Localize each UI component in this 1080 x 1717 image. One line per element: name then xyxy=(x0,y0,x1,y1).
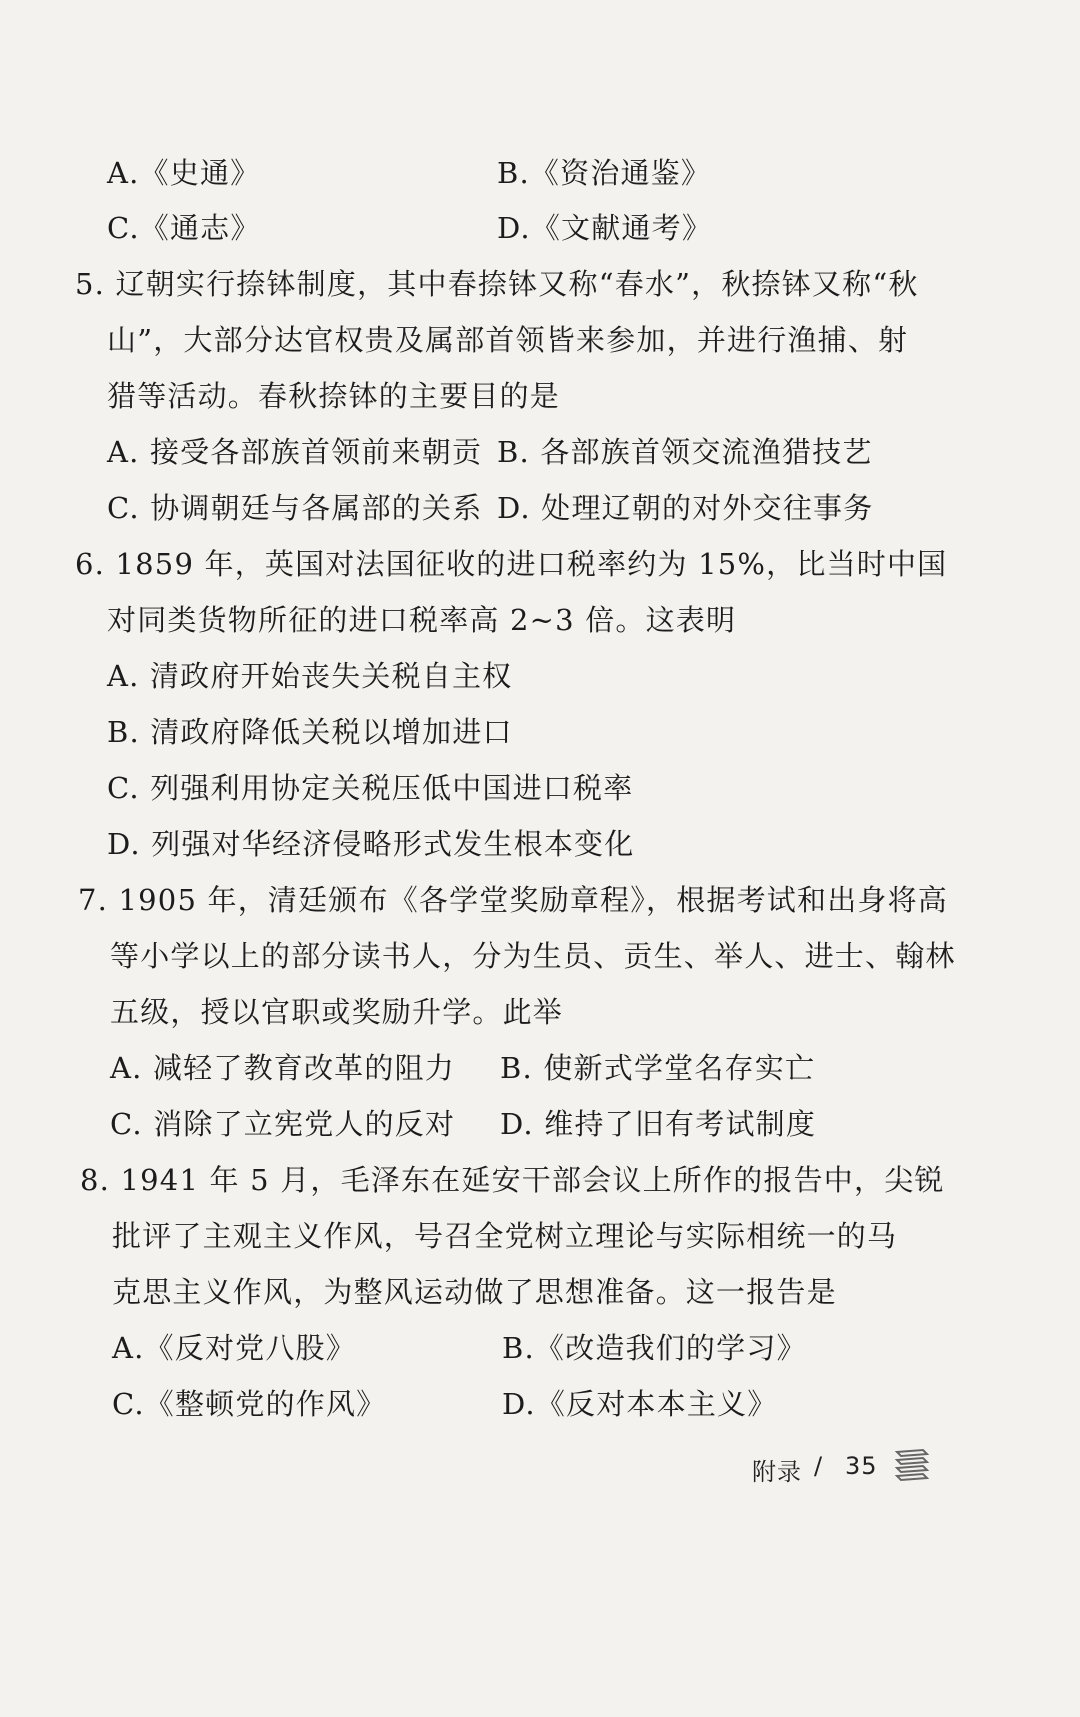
q6-option-c: C. 列强利用协定关税压低中国进口税率 xyxy=(107,771,634,805)
q5-stem-line-2: 山”，大部分达官权贵及属部首领皆来参加，并进行渔捕、射 xyxy=(107,323,909,357)
q5-stem-line-1: 5. 辽朝实行捺钵制度，其中春捺钵又称“春水”，秋捺钵又称“秋 xyxy=(75,267,919,301)
q6-option-b: B. 清政府降低关税以增加进口 xyxy=(107,715,513,749)
q6-option-a: A. 清政府开始丧失关税自主权 xyxy=(107,659,513,693)
footer-section-label: 附录 xyxy=(752,1458,802,1486)
q5-option-a: A. 接受各部族首领前来朝贡 xyxy=(107,435,483,469)
q6-stem-line-1: 6. 1859 年，英国对法国征收的进口税率约为 15%，比当时中国 xyxy=(75,547,948,581)
q5-option-d: D. 处理辽朝的对外交往事务 xyxy=(497,491,874,525)
footer-separator: / xyxy=(814,1452,824,1480)
q8-option-b: B.《改造我们的学习》 xyxy=(502,1331,807,1365)
q8-stem-line-2: 批评了主观主义作风，号召全党树立理论与实际相统一的马 xyxy=(112,1219,898,1253)
q8-option-c: C.《整顿党的作风》 xyxy=(112,1387,387,1421)
q4-option-c: C.《通志》 xyxy=(107,211,261,245)
q6-stem-line-2: 对同类货物所征的进口税率高 2~3 倍。这表明 xyxy=(107,603,737,637)
q8-option-d: D.《反对本本主义》 xyxy=(502,1387,778,1421)
q7-option-c: C. 消除了立宪党人的反对 xyxy=(110,1107,456,1141)
q4-option-a: A.《史通》 xyxy=(107,156,261,190)
q5-stem-line-3: 猎等活动。春秋捺钵的主要目的是 xyxy=(107,379,561,413)
q8-stem-line-1: 8. 1941 年 5 月，毛泽东在延安干部会议上所作的报告中，尖锐 xyxy=(80,1163,945,1197)
q7-stem-line-3: 五级，授以官职或奖励升学。此举 xyxy=(110,995,564,1029)
q7-stem-line-2: 等小学以上的部分读书人，分为生员、贡生、举人、进士、翰林 xyxy=(110,939,956,973)
q6-option-d: D. 列强对华经济侵略形式发生根本变化 xyxy=(107,827,635,861)
q7-stem-line-1: 7. 1905 年，清廷颁布《各学堂奖励章程》，根据考试和出身将高 xyxy=(78,883,949,917)
q5-option-c: C. 协调朝廷与各属部的关系 xyxy=(107,491,483,525)
q5-option-b: B. 各部族首领交流渔猎技艺 xyxy=(497,435,873,469)
q8-stem-line-3: 克思主义作风，为整风运动做了思想准备。这一报告是 xyxy=(112,1275,837,1309)
q7-option-a: A. 减轻了教育改革的阻力 xyxy=(110,1051,455,1085)
q4-option-b: B.《资治通鉴》 xyxy=(497,156,712,190)
q7-option-d: D. 维持了旧有考试制度 xyxy=(500,1107,817,1141)
q8-option-a: A.《反对党八股》 xyxy=(112,1331,356,1365)
q4-option-d: D.《文献通考》 xyxy=(497,211,713,245)
page-number: 35 xyxy=(845,1452,878,1480)
q7-option-b: B. 使新式学堂名存实亡 xyxy=(500,1051,816,1085)
book-stack-icon xyxy=(893,1444,931,1484)
